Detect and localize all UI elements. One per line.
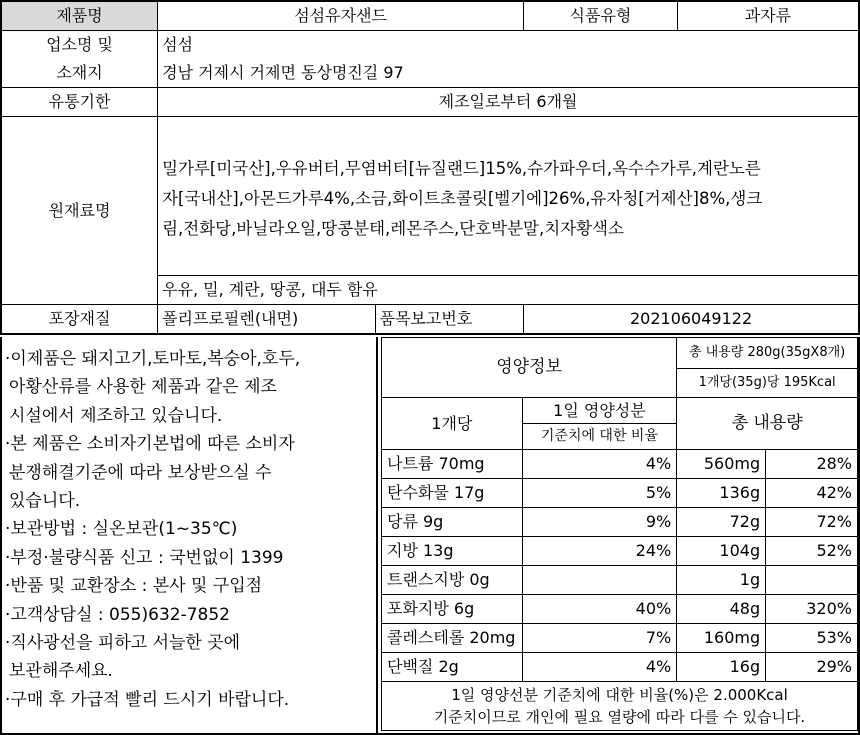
shelf-life-label: 유통기한 — [1, 88, 158, 117]
maker-name: 섬섬 — [158, 31, 859, 60]
product-name: 섬섬유자샌드 — [158, 1, 524, 31]
nutrient-name: 탄수화물 17g — [382, 479, 523, 508]
nutrient-total-dv: 42% — [766, 479, 858, 508]
nutrient-total-dv: 72% — [766, 508, 858, 537]
note-line: ·부정·불량식품 신고 : 국번없이 1399 — [5, 547, 284, 568]
ingredients-line: 밀가루[미국산],우유버터,무염버터[뉴질랜드]15%,슈가파우더,옥수수가루,계란노른 — [162, 159, 761, 178]
note-line: ·반품 및 교환장소 : 본사 및 구입점 — [5, 576, 263, 597]
report-no-label: 품목보고번호 — [375, 305, 524, 335]
nutrient-name: 트랜스지방 0g — [382, 566, 523, 595]
nutrient-row — [382, 653, 858, 682]
report-no: 202106049122 — [524, 305, 859, 335]
total-amount: 총 내용량 280g(35gX8개) — [677, 338, 858, 369]
food-type: 과자류 — [677, 1, 859, 31]
nutrient-total: 160mg — [677, 624, 766, 653]
nutrient-name: 지방 13g — [382, 537, 523, 566]
maker-label-1: 업소명 및 — [1, 31, 158, 60]
note-line: ·이제품은 돼지고기,토마토,복숭아,호두, — [5, 349, 301, 369]
nutrient-dv: 5% — [522, 479, 677, 508]
nutrient-dv: 9% — [522, 508, 677, 537]
nutrient-name: 콜레스테롤 20mg — [382, 624, 523, 653]
notes-panel — [2, 337, 378, 733]
shelf-life: 제조일로부터 6개월 — [158, 88, 859, 117]
maker-address: 경남 거제시 거제면 동상명진길 97 — [158, 59, 859, 88]
note-line: ·구매 후 가급적 빨리 드시기 바랍니다. — [5, 689, 290, 710]
nutrient-row — [382, 537, 858, 566]
nutrient-dv: 24% — [522, 537, 677, 566]
note-line: ·고객상담실 : 055)632-7852 — [5, 604, 230, 625]
product-name-row — [1, 1, 859, 31]
note-line: ·보관방법 : 실온보관(1~35℃) — [5, 519, 238, 540]
nutrient-row — [382, 479, 858, 508]
per-serving-kcal: 1개당(35g)당 195Kcal — [677, 369, 858, 398]
total-label: 총 내용량 — [677, 398, 858, 450]
allergens: 우유, 밀, 계란, 땅콩, 대두 함유 — [158, 276, 859, 305]
note-line: 시설에서 제조하고 있습니다. — [9, 405, 223, 426]
ingredients-text — [158, 117, 859, 276]
note-line: ·직사광선을 피하고 서늘한 곳에 — [5, 633, 241, 654]
nutrition-footnote-row — [382, 682, 858, 731]
ingredients-line: 림,전화당,바닐라오일,땅콩분태,레몬주스,단호박분말,치자황색소 — [162, 219, 624, 238]
nutrient-dv: 4% — [522, 653, 677, 682]
food-type-label: 식품유형 — [524, 1, 678, 31]
dv-label-1: 1일 영양성분 — [522, 398, 677, 424]
nutrient-total: 16g — [677, 653, 766, 682]
per-one-label: 1개당 — [382, 398, 523, 450]
nutrient-name: 포화지방 6g — [382, 595, 523, 624]
bottom-section — [0, 337, 860, 735]
nutrition-subheader-row — [382, 398, 858, 424]
nutrient-total: 72g — [677, 508, 766, 537]
nutrient-name: 나트륨 70mg — [382, 450, 523, 479]
maker-label-2: 소재지 — [1, 59, 158, 88]
nutrient-total: 1g — [677, 566, 766, 595]
packaging-row — [1, 305, 859, 335]
nutrition-title: 영양정보 — [382, 338, 677, 398]
ingredients-line: 자[국내산],아몬드가루4%,소금,화이트초콜릿[벨기에]26%,유자청[거제산]8%,생크 — [162, 189, 763, 208]
nutrition-table — [381, 337, 858, 731]
shelf-life-row — [1, 88, 859, 117]
nutrient-name: 당류 9g — [382, 508, 523, 537]
nutrient-total-dv: 53% — [766, 624, 858, 653]
maker-row-2 — [1, 59, 859, 88]
dv-label-2: 기준치에 대한 비율 — [522, 424, 677, 450]
note-line: 아황산류를 사용한 제품과 같은 제조 — [9, 377, 277, 398]
nutrition-footnote — [382, 682, 858, 731]
ingredients-label: 원재료명 — [1, 117, 158, 305]
nutrient-total-dv: 28% — [766, 450, 858, 479]
nutrient-dv — [522, 566, 677, 595]
nutrient-total-dv: 29% — [766, 653, 858, 682]
nutrient-row — [382, 624, 858, 653]
nutrient-total: 104g — [677, 537, 766, 566]
nutrient-total-dv: 52% — [766, 537, 858, 566]
nutrient-row — [382, 508, 858, 537]
nutrient-dv: 4% — [522, 450, 677, 479]
product-info-table — [0, 0, 860, 335]
nutrient-dv: 7% — [522, 624, 677, 653]
nutrient-row — [382, 450, 858, 479]
nutrient-row — [382, 595, 858, 624]
note-line: 보관해주세요. — [9, 661, 113, 682]
nutrient-total: 48g — [677, 595, 766, 624]
packaging-label: 포장재질 — [1, 305, 158, 335]
nutrition-header-row-1 — [382, 338, 858, 369]
note-line: 분쟁해결기준에 따라 보상받으실 수 — [9, 462, 272, 483]
nutrient-total: 136g — [677, 479, 766, 508]
maker-row-1 — [1, 31, 859, 60]
nutrient-name: 단백질 2g — [382, 653, 523, 682]
nutrient-dv: 40% — [522, 595, 677, 624]
footnote-line-1: 1일 영양선분 기준치에 대한 비율(%)은 2.000Kcal — [451, 686, 788, 704]
nutrient-total-dv: 320% — [766, 595, 858, 624]
ingredients-row — [1, 117, 859, 276]
nutrient-total-dv — [766, 566, 858, 595]
footnote-line-2: 기준치이므로 개인에 필요 열량에 따라 다를 수 있습니다. — [433, 708, 806, 726]
nutrient-total: 560mg — [677, 450, 766, 479]
nutrient-row — [382, 566, 858, 595]
product-name-label: 제품명 — [1, 1, 158, 31]
note-line: 있습니다. — [9, 491, 81, 512]
packaging: 폴리프로필렌(내면) — [158, 305, 375, 335]
note-line: ·본 제품은 소비자기본법에 따른 소비자 — [5, 434, 295, 455]
